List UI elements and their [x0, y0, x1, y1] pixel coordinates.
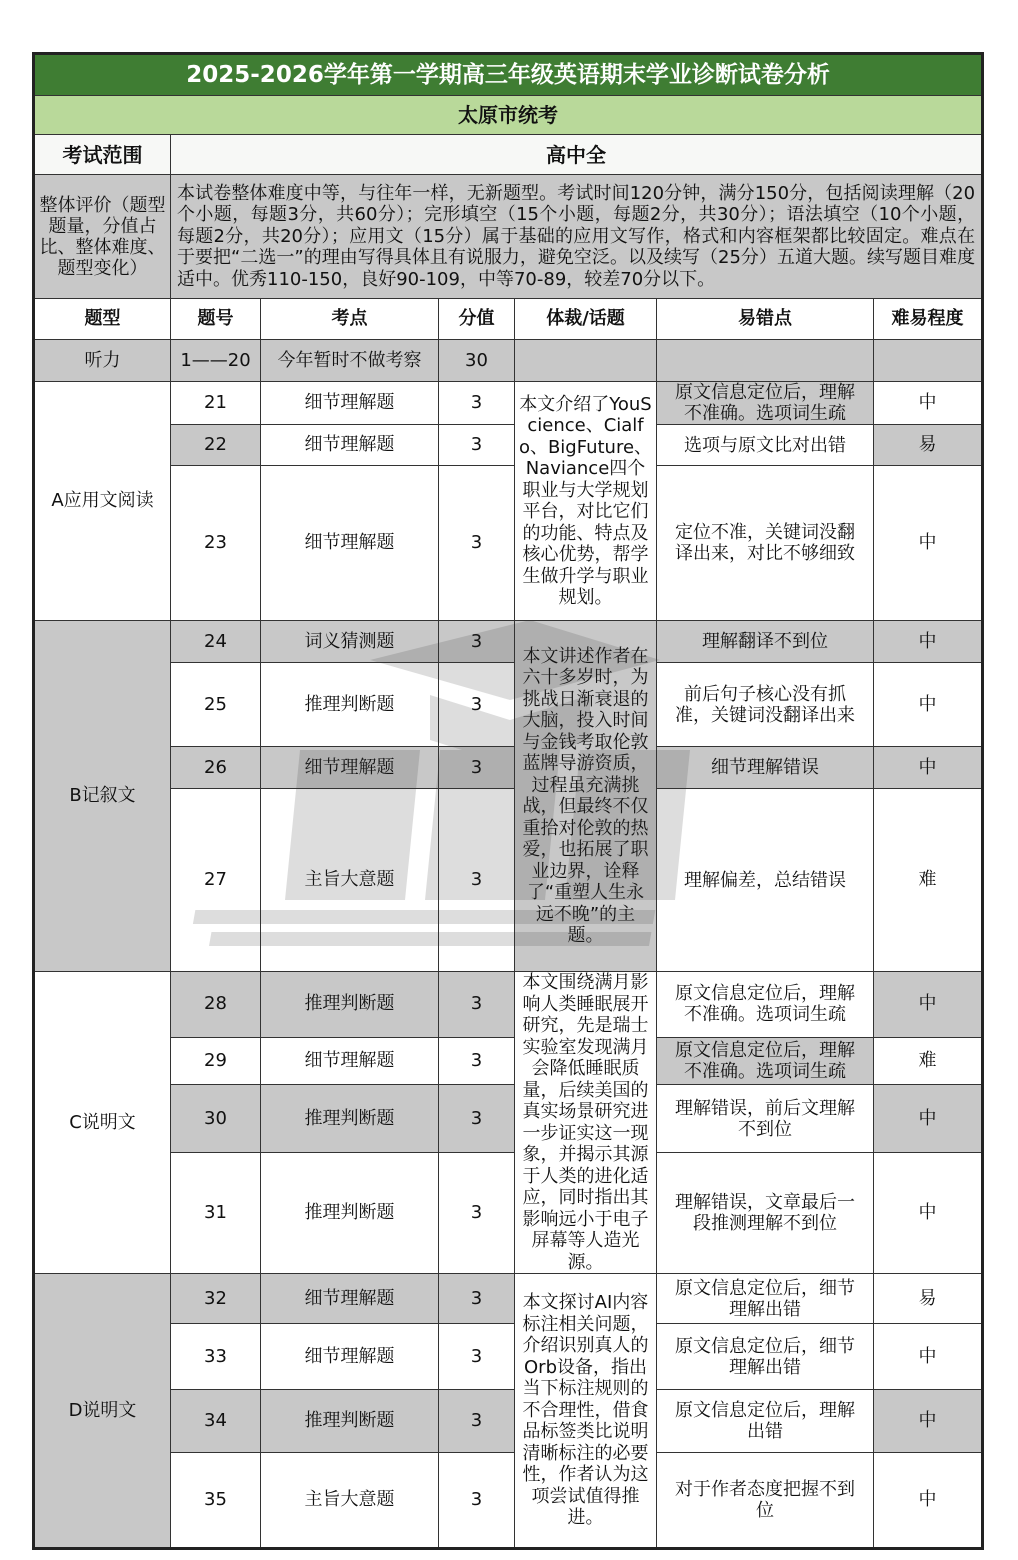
error-point: 定位不准，关键词没翻译出来，对比不够细致 [657, 466, 874, 621]
error-point: 原文信息定位后，细节理解出错 [657, 1274, 874, 1324]
question-score: 3 [439, 789, 515, 972]
question-score: 3 [439, 1390, 515, 1453]
passage-summary: 本文介绍了YouScience、Cialfo、BigFuture、Naviance四个职业与大学规划平台，对比它们的功能、特点及核心优势，帮学生做升学与职业规划。 [515, 382, 657, 621]
question-number: 23 [171, 466, 261, 621]
error-point: 选项与原文比对出错 [657, 425, 874, 466]
question-point: 主旨大意题 [261, 789, 439, 972]
question-score: 3 [439, 1085, 515, 1153]
table-row [34, 972, 983, 1038]
question-score: 3 [439, 382, 515, 425]
difficulty-level: 易 [874, 1274, 983, 1324]
difficulty-level: 中 [874, 466, 983, 621]
scope-value: 高中全 [171, 135, 983, 175]
header-row [34, 299, 983, 340]
table-row [34, 747, 983, 789]
table-row [34, 1274, 983, 1324]
passage-summary: 本文讲述作者在六十多岁时，为挑战日渐衰退的大脑，投入时间与金钱考取伦敦蓝牌导游资质，过程虽充满挑战，但最终不仅重拾对伦敦的热爱，也拓展了职业边界，诠释了“重塑人生永远不晚”的主题。 [515, 621, 657, 972]
question-score: 3 [439, 1153, 515, 1274]
header-number: 题号 [171, 299, 261, 340]
question-number: 24 [171, 621, 261, 663]
question-number: 29 [171, 1037, 261, 1084]
difficulty-level: 中 [874, 1390, 983, 1453]
question-score: 3 [439, 1453, 515, 1549]
section-type: A应用文阅读 [34, 382, 171, 621]
passage-summary: 本文围绕满月影响人类睡眠展开研究，先是瑞士实验室发现满月会降低睡眠质量，后续美国的真实场景研究进一步证实这一现象，并揭示其源于人类的进化适应，同时指出其影响远小于电子屏幕等人造光源。 [515, 972, 657, 1274]
question-point: 细节理解题 [261, 1037, 439, 1084]
question-point: 细节理解题 [261, 466, 439, 621]
table-row [34, 663, 983, 747]
error-point: 原文信息定位后，细节理解出错 [657, 1324, 874, 1390]
header-point: 考点 [261, 299, 439, 340]
table-row [34, 1324, 983, 1390]
question-point: 推理判断题 [261, 1085, 439, 1153]
difficulty-level: 中 [874, 1153, 983, 1274]
question-point: 细节理解题 [261, 747, 439, 789]
page-title: 2025-2026学年第一学期高三年级英语期末学业诊断试卷分析 [34, 54, 983, 96]
difficulty-level: 中 [874, 621, 983, 663]
section-type: D说明文 [34, 1274, 171, 1549]
question-number: 33 [171, 1324, 261, 1390]
question-score: 3 [439, 663, 515, 747]
question-score: 3 [439, 1037, 515, 1084]
question-score: 3 [439, 747, 515, 789]
overall-text: 本试卷整体难度中等，与往年一样，无新题型。考试时间120分钟，满分150分，包括阅读理解（20个小题，每题3分，共60分）；完形填空（15个小题，每题2分，共30分）；语法填空（10个小题，每题2分，共20分）；应用文（15分）属于基础的应用文写作，格式和内容框架都比较固定。难点在于要把“二选一”的理由写得具体且有说服力，避免空泛。以及续写（25分）五道大题。续写题目难度适中。优秀110-150，良好90-109，中等70-89，较差70分以下。 [171, 175, 983, 299]
overall-label: 整体评价（题型题量，分值占比、整体难度、题型变化） [34, 175, 171, 299]
difficulty-level: 中 [874, 1324, 983, 1390]
question-number: 35 [171, 1453, 261, 1549]
table-row [34, 1453, 983, 1549]
section-type: C说明文 [34, 972, 171, 1274]
question-point: 细节理解题 [261, 1274, 439, 1324]
question-number: 25 [171, 663, 261, 747]
table-row [34, 466, 983, 621]
listening-score: 30 [439, 340, 515, 382]
difficulty-level: 中 [874, 382, 983, 425]
error-point: 原文信息定位后，理解不准确。选项词生疏 [657, 1037, 874, 1084]
page-subtitle: 太原市统考 [34, 96, 983, 135]
error-point: 前后句子核心没有抓准，关键词没翻译出来 [657, 663, 874, 747]
question-number: 30 [171, 1085, 261, 1153]
error-point: 理解偏差，总结错误 [657, 789, 874, 972]
difficulty-level: 中 [874, 1085, 983, 1153]
passage-summary: 本文探讨AI内容标注相关问题，介绍识别真人的Orb设备，指出当下标注规则的不合理性，借食品标签类比说明清晰标注的必要性，作者认为这项尝试值得推进。 [515, 1274, 657, 1549]
analysis-table [32, 52, 984, 1550]
question-point: 推理判断题 [261, 663, 439, 747]
question-number: 21 [171, 382, 261, 425]
question-score: 3 [439, 1324, 515, 1390]
difficulty-level: 中 [874, 663, 983, 747]
question-point: 推理判断题 [261, 972, 439, 1038]
table-row [34, 789, 983, 972]
table-row [34, 621, 983, 663]
difficulty-level: 中 [874, 1453, 983, 1549]
header-error: 易错点 [657, 299, 874, 340]
question-number: 31 [171, 1153, 261, 1274]
section-type: B记叙文 [34, 621, 171, 972]
question-point: 词义猜测题 [261, 621, 439, 663]
error-point: 原文信息定位后，理解不准确。选项词生疏 [657, 382, 874, 425]
error-point: 原文信息定位后，理解出错 [657, 1390, 874, 1453]
error-point: 原文信息定位后，理解不准确。选项词生疏 [657, 972, 874, 1038]
header-genre: 体裁/话题 [515, 299, 657, 340]
listening-number: 1——20 [171, 340, 261, 382]
error-point: 理解错误，前后文理解不到位 [657, 1085, 874, 1153]
question-number: 34 [171, 1390, 261, 1453]
difficulty-level: 难 [874, 789, 983, 972]
table-row [34, 382, 983, 425]
listening-point: 今年暂时不做考察 [261, 340, 439, 382]
difficulty-level: 中 [874, 747, 983, 789]
question-score: 3 [439, 972, 515, 1038]
question-point: 细节理解题 [261, 1324, 439, 1390]
question-number: 27 [171, 789, 261, 972]
table-row [34, 1390, 983, 1453]
listening-row [34, 340, 983, 382]
question-point: 细节理解题 [261, 425, 439, 466]
header-type: 题型 [34, 299, 171, 340]
error-point: 理解翻译不到位 [657, 621, 874, 663]
error-point: 对于作者态度把握不到位 [657, 1453, 874, 1549]
header-score: 分值 [439, 299, 515, 340]
question-point: 推理判断题 [261, 1153, 439, 1274]
table-row [34, 425, 983, 466]
question-number: 32 [171, 1274, 261, 1324]
table-row [34, 1085, 983, 1153]
scope-label: 考试范围 [34, 135, 171, 175]
question-score: 3 [439, 425, 515, 466]
question-number: 28 [171, 972, 261, 1038]
table-row [34, 1153, 983, 1274]
question-score: 3 [439, 1274, 515, 1324]
difficulty-level: 难 [874, 1037, 983, 1084]
question-point: 推理判断题 [261, 1390, 439, 1453]
question-point: 细节理解题 [261, 382, 439, 425]
question-number: 22 [171, 425, 261, 466]
error-point: 细节理解错误 [657, 747, 874, 789]
difficulty-level: 易 [874, 425, 983, 466]
table-row [34, 1037, 983, 1084]
question-number: 26 [171, 747, 261, 789]
difficulty-level: 中 [874, 972, 983, 1038]
question-score: 3 [439, 621, 515, 663]
header-level: 难易程度 [874, 299, 983, 340]
question-point: 主旨大意题 [261, 1453, 439, 1549]
listening-type: 听力 [34, 340, 171, 382]
error-point: 理解错误，文章最后一段推测理解不到位 [657, 1153, 874, 1274]
question-score: 3 [439, 466, 515, 621]
